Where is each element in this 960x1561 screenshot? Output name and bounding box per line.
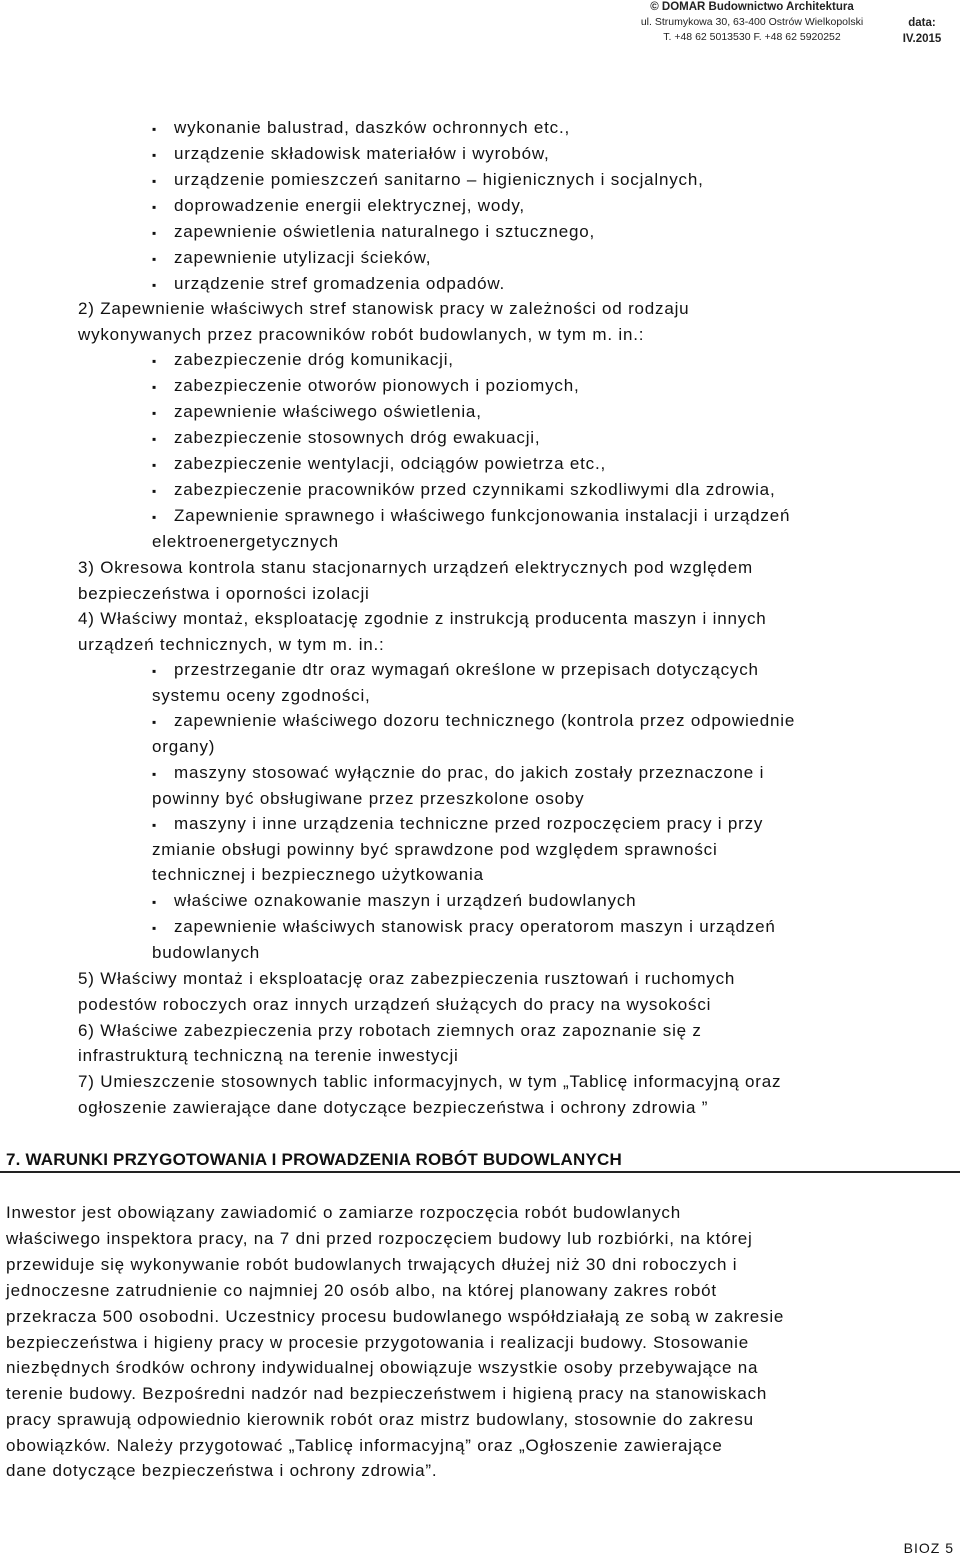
list-item: ▪ maszyny i inne urządzenia techniczne przed rozpoczęciem pracy i przy bbox=[152, 811, 763, 837]
text-line: podestów roboczych oraz innych urządzeń służących do pracy na wysokości bbox=[78, 995, 712, 1014]
text-line: zmianie obsługi powinny być sprawdzone pod względem sprawności bbox=[152, 840, 718, 859]
text-line: ogłoszenie zawierające dane dotyczące bezpieczeństwa i ochrony zdrowia ” bbox=[78, 1098, 709, 1117]
list-item: ▪ urządzenie pomieszczeń sanitarno – higienicznych i socjalnych, bbox=[152, 167, 704, 193]
section-heading: 7. WARUNKI PRZYGOTOWANIA I PROWADZENIA ROBÓT BUDOWLANYCH bbox=[6, 1150, 622, 1169]
numbered-item: 4) Właściwy montaż, eksploatację zgodnie z instrukcją producenta maszyn i innych bbox=[78, 609, 767, 628]
paragraph-line: niezbędnych środków ochrony indywidualnej obowiązuje wszystkie osoby przebywające na bbox=[6, 1358, 759, 1377]
list-item: ▪ zapewnienie właściwych stanowisk pracy operatorom maszyn i urządzeń bbox=[152, 914, 776, 940]
list-item: ▪ wykonanie balustrad, daszków ochronnych etc., bbox=[152, 115, 570, 141]
paragraph-line: jednoczesne zatrudnienie co najmniej 20 osób albo, na której planowany zakres robót bbox=[6, 1281, 717, 1300]
text-line: bezpieczeństwa i oporności izolacji bbox=[78, 584, 370, 603]
list-item: ▪ zapewnienie właściwego dozoru technicznego (kontrola przez odpowiednie bbox=[152, 708, 795, 734]
list-item: ▪ urządzenie składowisk materiałów i wyrobów, bbox=[152, 141, 550, 167]
paragraph-line: dane dotyczące bezpieczeństwa i ochrony zdrowia”. bbox=[6, 1461, 438, 1480]
date-label: data: bbox=[908, 17, 936, 29]
list-item: ▪ zapewnienie oświetlenia naturalnego i sztucznego, bbox=[152, 219, 595, 245]
paragraph-line: Inwestor jest obowiązany zawiadomić o zamiarze rozpoczęcia robót budowlanych bbox=[6, 1203, 681, 1222]
list-item: ▪ zabezpieczenie pracowników przed czynnikami szkodliwymi dla zdrowia, bbox=[152, 477, 775, 503]
paragraph-line: bezpieczeństwa i higieny pracy w procesie przygotowania i realizacji budowy. Stosowanie bbox=[6, 1333, 750, 1352]
paragraph-line: właściwego inspektora pracy, na 7 dni przed rozpoczęciem budowy lub rozbiórki, na której bbox=[6, 1229, 753, 1248]
list-item: ▪ zapewnienie utylizacji ścieków, bbox=[152, 245, 431, 271]
list-item: ▪ zabezpieczenie stosownych dróg ewakuacji, bbox=[152, 425, 540, 451]
list-item: ▪ właściwe oznakowanie maszyn i urządzeń budowlanych bbox=[152, 888, 636, 914]
list-item: ▪ przestrzeganie dtr oraz wymagań określone w przepisach dotyczących bbox=[152, 657, 759, 683]
text-line: elektroenergetycznych bbox=[152, 532, 339, 551]
list-item: ▪ zabezpieczenie dróg komunikacji, bbox=[152, 347, 454, 373]
list-item: ▪ zabezpieczenie wentylacji, odciągów powietrza etc., bbox=[152, 451, 606, 477]
numbered-item: 5) Właściwy montaż i eksploatację oraz zabezpieczenia rusztowań i ruchomych bbox=[78, 969, 736, 988]
numbered-item: 6) Właściwe zabezpieczenia przy robotach ziemnych oraz zapoznanie się z bbox=[78, 1021, 702, 1040]
list-item: ▪ maszyny stosować wyłącznie do prac, do jakich zostały przeznaczone i bbox=[152, 760, 764, 786]
text-line: systemu oceny zgodności, bbox=[152, 686, 371, 705]
list-item: ▪ doprowadzenie energii elektrycznej, wody, bbox=[152, 193, 525, 219]
text-line: powinny być obsługiwane przez przeszkolone osoby bbox=[152, 789, 585, 808]
text-line: budowlanych bbox=[152, 943, 261, 962]
paragraph-line: przewiduje się wykonywanie robót budowlanych trwających dłużej niż 30 dni roboczych i bbox=[6, 1255, 738, 1274]
numbered-item: 3) Okresowa kontrola stanu stacjonarnych urządzeń elektrycznych pod względem bbox=[78, 558, 753, 577]
numbered-item: 7) Umieszczenie stosownych tablic informacyjnych, w tym „Tablicę informacyjną oraz bbox=[78, 1072, 782, 1091]
section-divider bbox=[0, 1171, 960, 1173]
company-phone: T. +48 62 5013530 F. +48 62 5920252 bbox=[663, 31, 841, 43]
paragraph-line: obowiązków. Należy przygotować „Tablicę informacyjną” oraz „Ogłoszenie zawierające bbox=[6, 1436, 723, 1455]
paragraph-line: przekracza 500 osobodni. Uczestnicy procesu budowlanego współdziałają ze sobą w zakresie bbox=[6, 1307, 785, 1326]
numbered-item: 2) Zapewnienie właściwych stref stanowisk pracy w zależności od rodzaju bbox=[78, 299, 690, 318]
text-line: organy) bbox=[152, 737, 216, 756]
list-item: ▪ zabezpieczenie otworów pionowych i poziomych, bbox=[152, 373, 579, 399]
page-number: BIOZ 5 bbox=[903, 1540, 954, 1556]
list-item: ▪ urządzenie stref gromadzenia odpadów. bbox=[152, 271, 505, 297]
paragraph-line: pracy sprawują odpowiednio kierownik robót oraz mistrz budowlany, stosownie do zakresu bbox=[6, 1410, 754, 1429]
text-line: infrastrukturą techniczną na terenie inwestycji bbox=[78, 1046, 459, 1065]
date-value: IV.2015 bbox=[902, 33, 942, 45]
text-line: urządzeń technicznych, w tym m. in.: bbox=[78, 635, 385, 654]
header-date bbox=[884, 15, 960, 47]
company-address: ul. Strumykowa 30, 63-400 Ostrów Wielkopolski bbox=[640, 16, 864, 28]
text-line: wykonywanych przez pracowników robót budowlanych, w tym m. in.: bbox=[78, 325, 645, 344]
document-header bbox=[632, 0, 872, 45]
list-item: ▪ zapewnienie właściwego oświetlenia, bbox=[152, 399, 482, 425]
text-line: technicznej i bezpiecznego użytkowania bbox=[152, 865, 484, 884]
paragraph-line: terenie budowy. Bezpośredni nadzór nad bezpieczeństwem i higieną pracy na stanowiskach bbox=[6, 1384, 768, 1403]
company-name: © DOMAR Budownictwo Architektura bbox=[650, 1, 854, 13]
list-item: ▪ Zapewnienie sprawnego i właściwego funkcjonowania instalacji i urządzeń bbox=[152, 503, 790, 529]
